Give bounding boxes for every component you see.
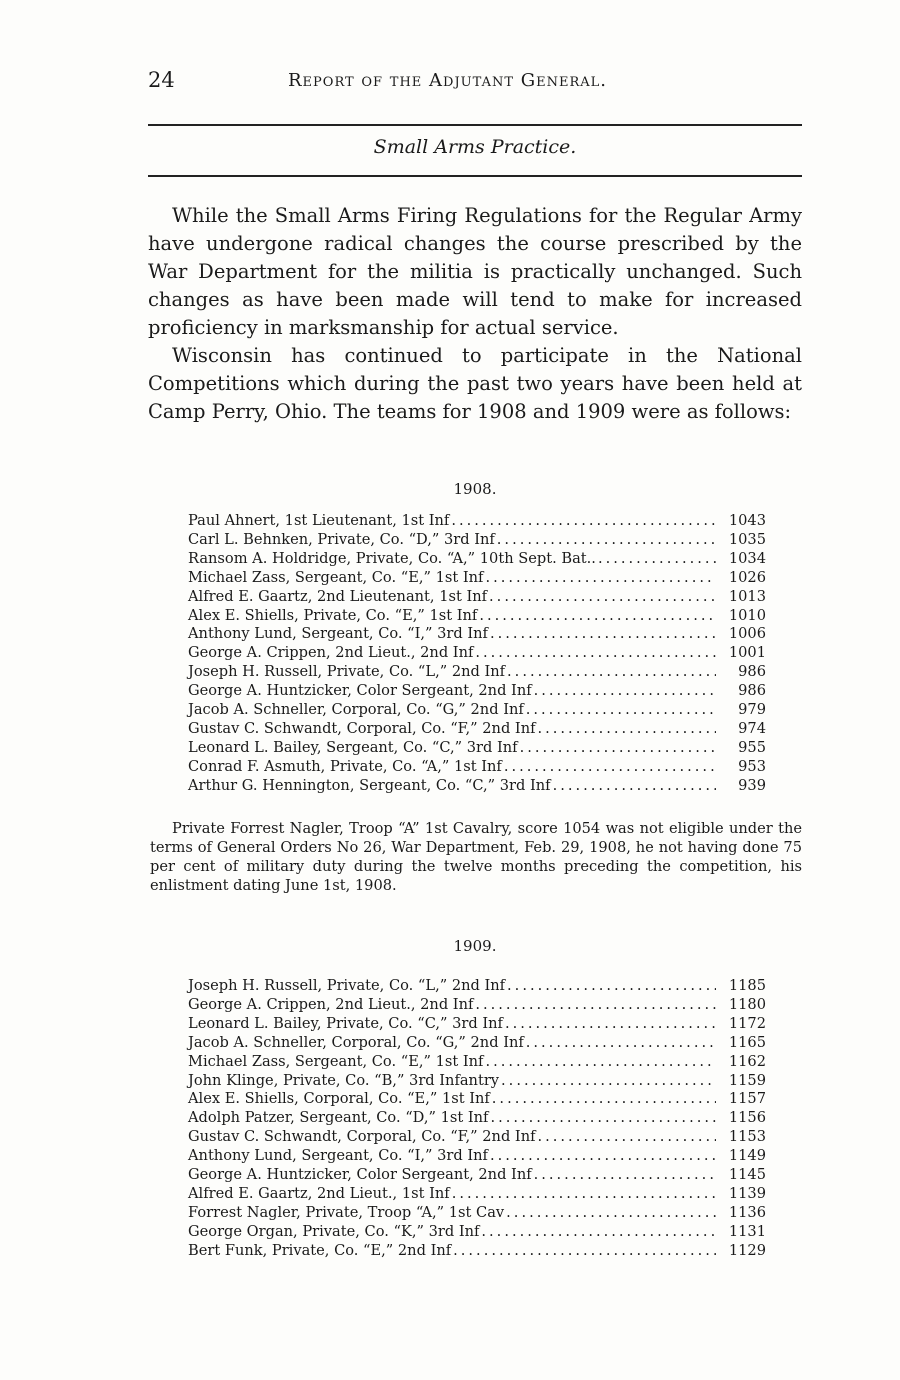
member-score: 1180 <box>728 995 766 1013</box>
member-score: 1185 <box>728 977 766 994</box>
section-title: Small Arms Practice. <box>373 136 577 158</box>
member-score: 1010 <box>728 606 766 624</box>
roster-entry <box>188 1223 766 1242</box>
member-name: John Klinge, Private, Co. “B,” 3rd Infantry <box>188 1071 500 1089</box>
member-name: Conrad F. Asmuth, Private, Co. “A,” 1st Inf <box>188 757 502 775</box>
dot-leader <box>526 1034 716 1053</box>
dot-leader <box>475 996 716 1015</box>
member-name: Anthony Lund, Sergeant, Co. “I,” 3rd Inf <box>188 625 488 643</box>
roster-entry <box>188 1034 766 1053</box>
dot-leader <box>598 550 716 569</box>
member-name: George A. Crippen, 2nd Lieut., 2nd Inf <box>188 995 474 1013</box>
dot-leader <box>481 1223 716 1242</box>
roster-entry <box>188 531 766 550</box>
roster-entry <box>188 1185 766 1204</box>
member-score: 1001 <box>728 644 766 662</box>
roster-entry <box>188 1072 766 1091</box>
intro-paragraph-2: Wisconsin has continued to participate in the National Competitions which during the past two years have been held at Camp Perry, Ohio. The teams for 1908 and 1909 were as follows: <box>148 344 802 423</box>
member-name: George A. Huntzicker, Color Sergeant, 2nd Inf <box>188 1166 532 1184</box>
member-name: Alfred E. Gaartz, 2nd Lieut., 1st Inf <box>188 1184 450 1202</box>
roster-entry <box>188 777 766 796</box>
dot-leader <box>453 1242 716 1261</box>
member-score: 1157 <box>728 1090 766 1108</box>
member-score: 1043 <box>728 512 766 529</box>
member-name: Jacob A. Schneller, Corporal, Co. “G,” 2nd Inf <box>188 701 524 719</box>
member-name: Michael Zass, Sergeant, Co. “E,” 1st Inf <box>188 1052 484 1070</box>
member-score: 939 <box>738 776 766 794</box>
member-name: Leonard L. Bailey, Private, Co. “C,” 3rd Inf <box>188 1014 503 1032</box>
roster-entry <box>188 739 766 758</box>
member-score: 955 <box>738 738 766 756</box>
roster-entry <box>188 720 766 739</box>
member-score: 974 <box>738 719 766 737</box>
member-name: Alex E. Shiells, Corporal, Co. “E,” 1st Inf <box>188 1090 490 1108</box>
member-name: Leonard L. Bailey, Sergeant, Co. “C,” 3rd Inf <box>188 738 518 756</box>
roster-entry <box>188 512 766 531</box>
roster-entry <box>188 1015 766 1034</box>
member-score: 1165 <box>728 1033 766 1051</box>
member-name: George A. Crippen, 2nd Lieut., 2nd Inf <box>188 644 474 662</box>
roster-entry <box>188 569 766 588</box>
member-score: 1156 <box>728 1109 766 1127</box>
member-score: 1026 <box>728 568 766 586</box>
member-name: Joseph H. Russell, Private, Co. “L,” 2nd Inf <box>188 977 506 994</box>
member-score: 1136 <box>728 1203 766 1221</box>
intro-paragraph-1: While the Small Arms Firing Regulations for the Regular Army have undergone radical changes the course prescribed by the War Department for the militia is practically unchanged. Such changes as have been made will tend to make for increased proficiency in marksmanship for actual service. <box>148 204 802 339</box>
roster-entry <box>188 1128 766 1147</box>
page-number: 24 <box>148 68 175 92</box>
member-score: 1034 <box>728 549 766 567</box>
dot-leader <box>475 644 716 663</box>
roster-entry <box>188 550 766 569</box>
dot-leader <box>534 682 716 701</box>
roster-entry <box>188 701 766 720</box>
roster-entry <box>188 758 766 777</box>
dot-leader <box>452 1185 716 1204</box>
member-score: 1006 <box>728 625 766 643</box>
dot-leader <box>553 777 716 796</box>
dot-leader <box>507 977 716 996</box>
member-name: Forrest Nagler, Private, Troop “A,” 1st Cav <box>188 1203 505 1221</box>
dot-leader <box>492 1090 716 1109</box>
member-name: Alfred E. Gaartz, 2nd Lieutenant, 1st Inf <box>188 587 488 605</box>
dot-leader <box>505 1015 716 1034</box>
intro-text <box>148 202 802 426</box>
member-score: 1129 <box>728 1241 766 1259</box>
member-name: Ransom A. Holdridge, Private, Co. “A,” 10th Sept. Bat.. <box>188 549 596 567</box>
roster-entry <box>188 1166 766 1185</box>
member-name: Michael Zass, Sergeant, Co. “E,” 1st Inf <box>188 568 484 586</box>
member-name: Gustav C. Schwandt, Corporal, Co. “F,” 2nd Inf <box>188 1128 536 1146</box>
dot-leader <box>504 758 716 777</box>
roster-entry <box>188 588 766 607</box>
year-heading-1909: 1909. <box>453 937 497 955</box>
member-name: Carl L. Behnken, Private, Co. “D,” 3rd Inf <box>188 530 495 548</box>
dot-leader <box>485 569 716 588</box>
member-name: Joseph H. Russell, Private, Co. “L,” 2nd Inf <box>188 663 506 681</box>
dot-leader <box>526 701 716 720</box>
dot-leader <box>451 512 716 531</box>
dot-leader <box>497 531 716 550</box>
running-head: Report of the Adjutant General. <box>288 70 607 91</box>
member-name: Gustav C. Schwandt, Corporal, Co. “F,” 2nd Inf <box>188 719 536 737</box>
member-score: 986 <box>738 682 766 700</box>
dot-leader <box>489 588 716 607</box>
member-name: George Organ, Private, Co. “K,” 3rd Inf <box>188 1222 480 1240</box>
roster-entry <box>188 1204 766 1223</box>
member-score: 1131 <box>728 1222 766 1240</box>
bottom-rule <box>148 175 802 177</box>
member-score: 1035 <box>728 530 766 548</box>
member-name: Alex E. Shiells, Private, Co. “E,” 1st Inf <box>188 606 478 624</box>
member-name: Anthony Lund, Sergeant, Co. “I,” 3rd Inf <box>188 1147 488 1165</box>
member-name: George A. Huntzicker, Color Sergeant, 2nd Inf <box>188 682 532 700</box>
member-score: 1159 <box>728 1071 766 1089</box>
team-roster-1909 <box>188 977 766 1261</box>
member-name: Bert Funk, Private, Co. “E,” 2nd Inf <box>188 1241 452 1259</box>
roster-entry <box>188 682 766 701</box>
dot-leader <box>520 739 716 758</box>
roster-entry <box>188 1242 766 1261</box>
member-score: 1139 <box>728 1184 766 1202</box>
top-rule <box>148 124 802 126</box>
member-score: 1013 <box>728 587 766 605</box>
roster-entry <box>188 1147 766 1166</box>
dot-leader <box>534 1166 716 1185</box>
member-score: 1162 <box>728 1052 766 1070</box>
eligibility-note: Private Forrest Nagler, Troop “A” 1st Cavalry, score 1054 was not eligible under the terms of General Orders No 26, War Department, Feb. 29, 1908, he not having done 75 per cent of military duty during the twelve months preceding the competition, his enlistment dating June 1st, 1908. <box>150 820 802 894</box>
roster-entry <box>188 996 766 1015</box>
dot-leader <box>506 1204 716 1223</box>
member-name: Adolph Patzer, Sergeant, Co. “D,” 1st Inf <box>188 1109 489 1127</box>
member-score: 1172 <box>728 1014 766 1032</box>
roster-entry <box>188 607 766 626</box>
member-score: 986 <box>738 663 766 681</box>
dot-leader <box>490 625 716 644</box>
roster-entry <box>188 644 766 663</box>
member-score: 953 <box>738 757 766 775</box>
dot-leader <box>538 720 717 739</box>
roster-entry <box>188 1109 766 1128</box>
dot-leader <box>479 607 716 626</box>
member-score: 1153 <box>728 1128 766 1146</box>
roster-entry <box>188 1053 766 1072</box>
roster-entry <box>188 663 766 682</box>
member-name: Jacob A. Schneller, Corporal, Co. “G,” 2nd Inf <box>188 1033 524 1051</box>
roster-entry <box>188 625 766 644</box>
member-name: Arthur G. Hennington, Sergeant, Co. “C,” 3rd Inf <box>188 776 551 794</box>
year-heading-1908: 1908. <box>453 480 497 498</box>
dot-leader <box>485 1053 716 1072</box>
roster-entry <box>188 1090 766 1109</box>
dot-leader <box>507 663 716 682</box>
dot-leader <box>490 1109 716 1128</box>
page-header <box>148 68 800 98</box>
member-score: 1145 <box>728 1166 766 1184</box>
dot-leader <box>501 1072 716 1091</box>
team-roster-1908 <box>188 512 766 796</box>
dot-leader <box>538 1128 717 1147</box>
roster-entry <box>188 977 766 996</box>
member-score: 1149 <box>728 1147 766 1165</box>
member-score: 979 <box>738 701 766 719</box>
dot-leader <box>490 1147 716 1166</box>
member-name: Paul Ahnert, 1st Lieutenant, 1st Inf <box>188 512 450 529</box>
